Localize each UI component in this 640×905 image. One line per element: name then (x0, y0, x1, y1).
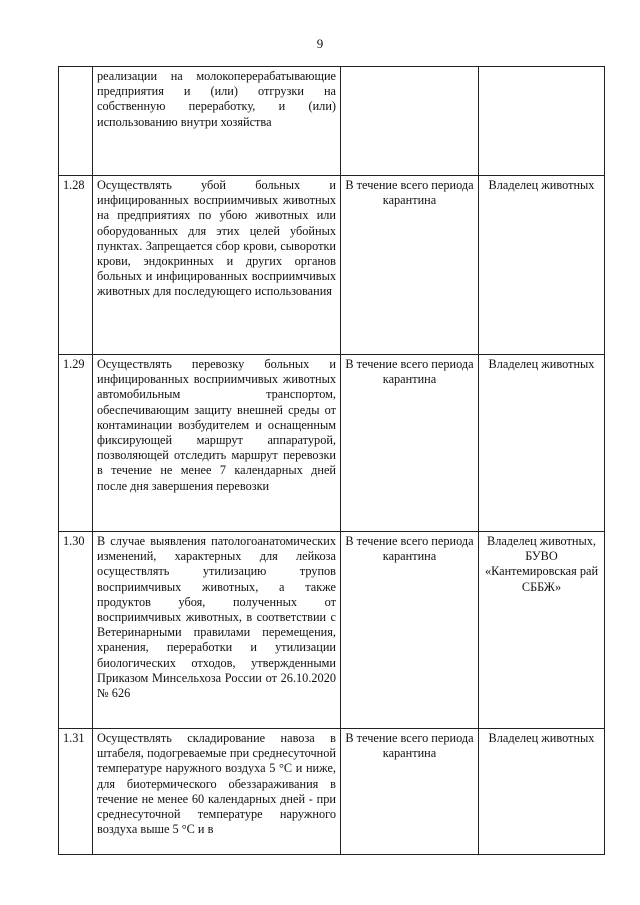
responsible: Владелец животных (479, 176, 605, 355)
item-number: 1.30 (59, 532, 93, 729)
table-row (59, 176, 605, 355)
measure-text: В случае выявления патологоанатомических изменений, характерных для лейкоза осуществлять утилизацию трупов восприимчивых животных, а также продуктов убоя, полученных от восприимчивых животных, в соответствии с Ветеринарными правилами перемещения, хранения, переработки и утилизации биологических отходов, утвержденными Приказом Минсельхоза России от 26.10.2020 № 626 (93, 532, 341, 729)
page-number: 9 (316, 36, 324, 51)
responsible (479, 67, 605, 176)
measure-text: реализации на молокоперерабатывающие предприятия и (или) отгрузки на собственную переработку, и (или) использованию внутри хозяйства (93, 67, 341, 176)
responsible: Владелец животных (479, 355, 605, 532)
table-row (59, 355, 605, 532)
measure-text: Осуществлять складирование навоза в штабеля, подогреваемые при среднесуточной температуре наружного воздуха 5 °С и ниже, для биотермического обеззараживания в течение не менее 60 календарных дней - при среднесуточной температуре наружного воздуха выше 5 °С и в (93, 729, 341, 855)
table-row (59, 532, 605, 729)
measure-text: Осуществлять перевозку больных и инфицированных восприимчивых животных автомобильным транспортом, обеспечивающим защиту внешней среды от контаминации возбудителем и оснащенным фиксирующей маршрут аппаратурой, позволяющей отследить маршрут перевозки в течение не менее 7 календарных дней после дня завершения перевозки (93, 355, 341, 532)
item-number: 1.31 (59, 729, 93, 855)
table-row (59, 67, 605, 176)
item-number: 1.28 (59, 176, 93, 355)
deadline: В течение всего периода карантина (341, 729, 479, 855)
item-number (59, 67, 93, 176)
item-number: 1.29 (59, 355, 93, 532)
deadline: В течение всего периода карантина (341, 176, 479, 355)
responsible: Владелец животных (479, 729, 605, 855)
responsible: Владелец животных, БУВО «Кантемировская рай СББЖ» (479, 532, 605, 729)
measure-text: Осуществлять убой больных и инфицированных восприимчивых животных на предприятиях по убою животных или оборудованных для этих целей убойных пунктах. Запрещается сбор крови, сыворотки крови, эндокринных и других органов больных и инфицированных восприимчивых животных для последующего использования (93, 176, 341, 355)
deadline: В течение всего периода карантина (341, 355, 479, 532)
measures-table (58, 66, 605, 855)
deadline (341, 67, 479, 176)
table-row (59, 729, 605, 855)
deadline: В течение всего периода карантина (341, 532, 479, 729)
